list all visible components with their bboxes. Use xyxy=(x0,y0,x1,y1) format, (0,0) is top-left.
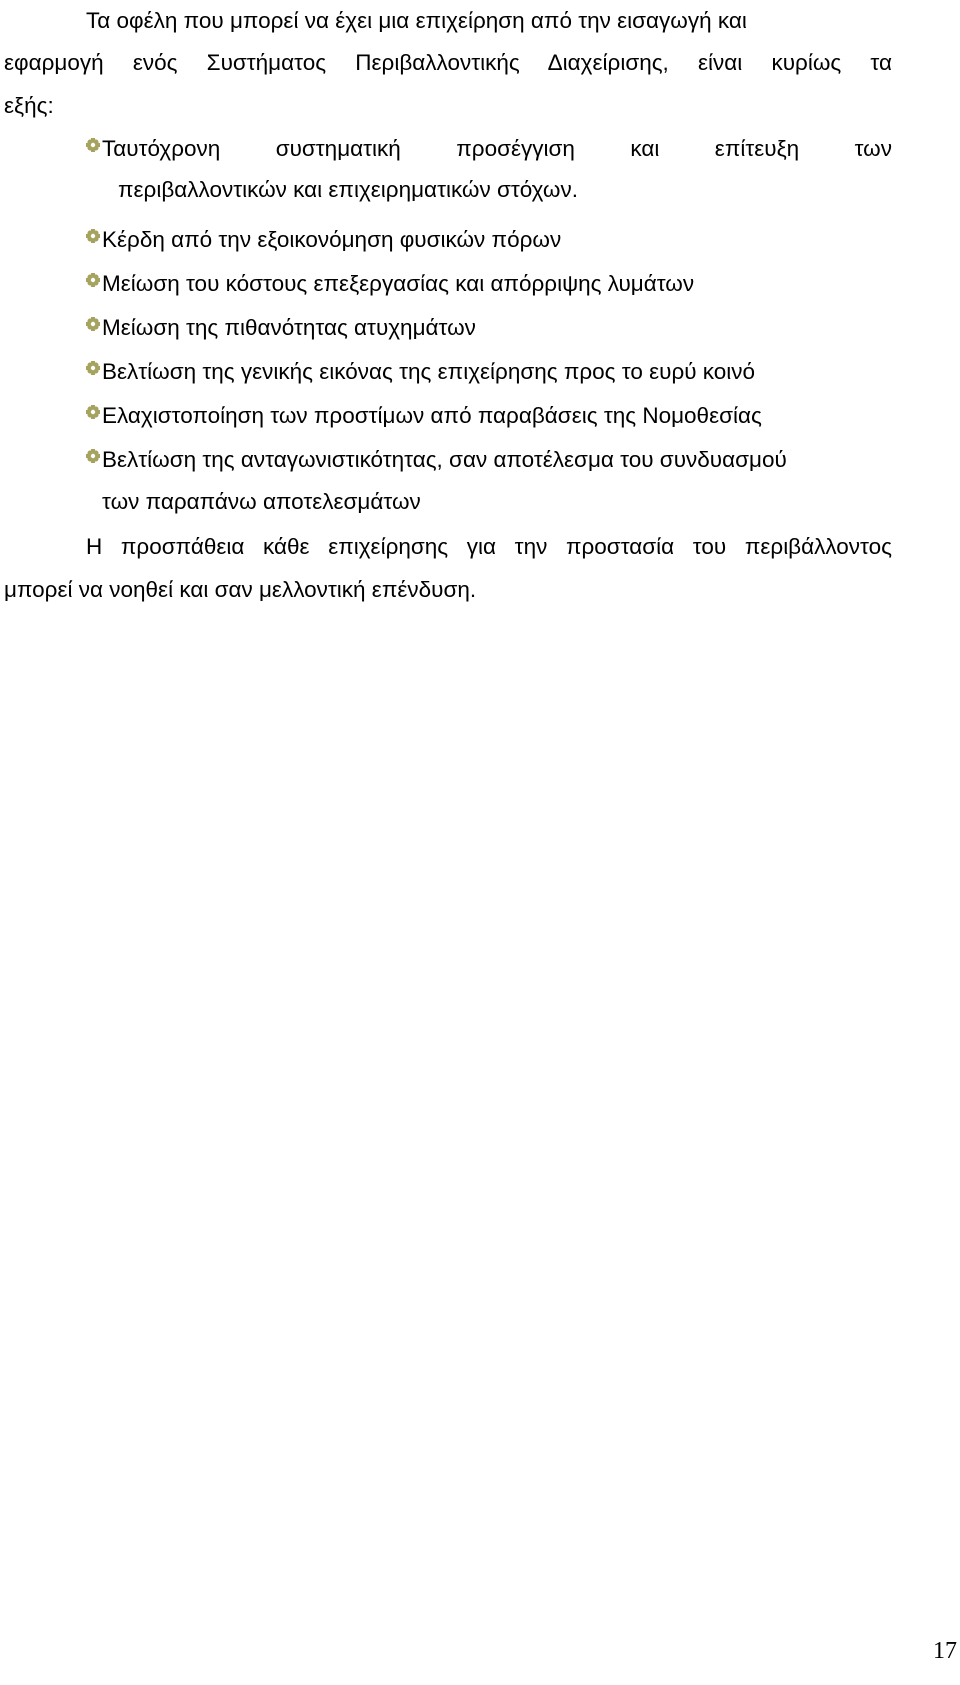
gear-bullet-icon xyxy=(86,317,100,331)
bullet-4-line-1: Μείωση της πιθανότητας ατυχημάτων xyxy=(102,315,476,340)
gear-bullet-icon xyxy=(86,273,100,287)
bullet-1-line-1: Ταυτόχρονη συστηματική προσέγγιση και επίτευξη των xyxy=(102,136,892,161)
bullet-1-line-2: περιβαλλοντικών και επιχειρηματικών στόχων. xyxy=(118,177,578,202)
intro-line-2: εφαρμογή ενός Συστήματος Περιβαλλοντικής Διαχείρισης, είναι κυρίως τα xyxy=(4,50,892,75)
gear-bullet-icon xyxy=(86,138,100,152)
bullet-7-line-1: Βελτίωση της ανταγωνιστικότητας, σαν αποτέλεσμα του συνδυασμού xyxy=(102,447,787,472)
bullet-2-line-1: Κέρδη από την εξοικονόμηση φυσικών πόρων xyxy=(102,227,562,252)
bullet-7-line-2: των παραπάνω αποτελεσμάτων xyxy=(102,489,421,514)
page-number: 17 xyxy=(933,1638,957,1664)
gear-bullet-icon xyxy=(86,405,100,419)
bullet-5-line-1: Βελτίωση της γενικής εικόνας της επιχείρησης προς το ευρύ κοινό xyxy=(102,359,756,384)
intro-line-3: εξής: xyxy=(4,93,54,118)
gear-bullet-icon xyxy=(86,229,100,243)
closing-line-1: Η προσπάθεια κάθε επιχείρησης για την προστασία του περιβάλλοντος xyxy=(86,534,892,559)
closing-line-2: μπορεί να νοηθεί και σαν μελλοντική επένδυση. xyxy=(4,577,477,602)
gear-bullet-icon xyxy=(86,449,100,463)
bullet-6-line-1: Ελαχιστοποίηση των προστίμων από παραβάσεις της Νομοθεσίας xyxy=(102,403,762,428)
gear-bullet-icon xyxy=(86,361,100,375)
intro-line-1: Τα οφέλη που μπορεί να έχει μια επιχείρηση από την εισαγωγή και xyxy=(86,8,747,33)
bullet-3-line-1: Μείωση του κόστους επεξεργασίας και απόρριψης λυμάτων xyxy=(102,271,695,296)
